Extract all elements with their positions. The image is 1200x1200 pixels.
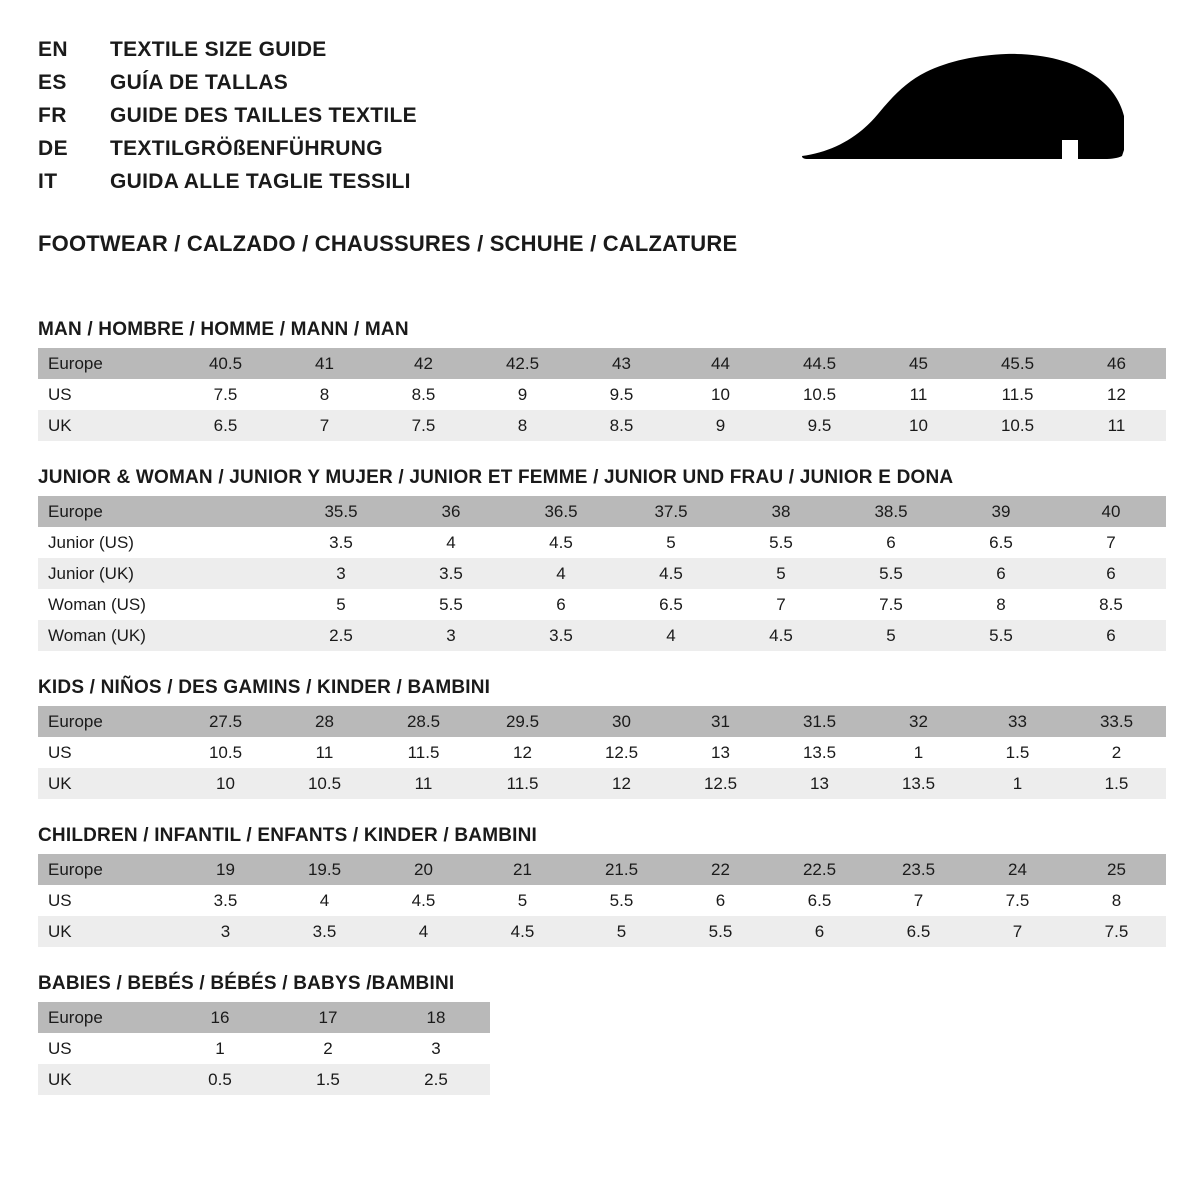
size-cell: 8.5 (1056, 589, 1166, 620)
size-cell: 7 (968, 916, 1067, 947)
size-cell: 10 (869, 410, 968, 441)
size-cell: 10 (176, 768, 275, 799)
table-row (38, 348, 1166, 379)
row-label: UK (38, 916, 176, 947)
table-row (38, 558, 1166, 589)
size-cell: 13.5 (770, 737, 869, 768)
table-row (38, 527, 1166, 558)
size-cell: 4.5 (473, 916, 572, 947)
size-cell (176, 496, 286, 527)
category-title: FOOTWEAR / CALZADO / CHAUSSURES / SCHUHE / CALZATURE (38, 231, 738, 256)
size-cell: 7 (726, 589, 836, 620)
row-label: US (38, 1033, 166, 1064)
size-cell: 2.5 (286, 620, 396, 651)
size-cell: 9 (473, 379, 572, 410)
size-cell: 6.5 (946, 527, 1056, 558)
size-cell: 8.5 (374, 379, 473, 410)
size-cell: 6 (946, 558, 1056, 589)
size-cell: 22 (671, 854, 770, 885)
size-cell: 30 (572, 706, 671, 737)
language-title: TEXTILGRÖßENFÜHRUNG (110, 137, 383, 160)
size-cell: 31.5 (770, 706, 869, 737)
size-cell: 12 (1067, 379, 1166, 410)
size-cell: 2 (274, 1033, 382, 1064)
size-cell: 11 (275, 737, 374, 768)
row-label: US (38, 379, 176, 410)
size-cell: 13.5 (869, 768, 968, 799)
row-label: Junior (US) (38, 527, 176, 558)
size-cell: 5 (473, 885, 572, 916)
language-row (38, 170, 417, 203)
size-cell: 45.5 (968, 348, 1067, 379)
table-row (38, 706, 1166, 737)
size-cell: 1 (869, 737, 968, 768)
size-cell: 10 (671, 379, 770, 410)
size-table (38, 1002, 490, 1095)
size-cell: 19.5 (275, 854, 374, 885)
size-cell: 12.5 (572, 737, 671, 768)
size-cell: 38.5 (836, 496, 946, 527)
size-cell: 38 (726, 496, 836, 527)
size-cell: 7.5 (968, 885, 1067, 916)
size-cell: 3.5 (176, 885, 275, 916)
size-cell: 46 (1067, 348, 1166, 379)
size-cell: 32 (869, 706, 968, 737)
size-cell: 3 (286, 558, 396, 589)
size-cell: 5 (286, 589, 396, 620)
table-row (38, 916, 1166, 947)
size-cell (176, 620, 286, 651)
row-label: Woman (US) (38, 589, 176, 620)
size-section (38, 973, 1162, 1095)
size-cell: 13 (671, 737, 770, 768)
size-cell: 21 (473, 854, 572, 885)
language-code: FR (38, 104, 67, 127)
row-label: Europe (38, 1002, 166, 1033)
size-section-title: KIDS / NIÑOS / DES GAMINS / KINDER / BAMBINI (38, 677, 491, 698)
size-cell: 8 (275, 379, 374, 410)
size-cell: 1.5 (968, 737, 1067, 768)
size-cell: 42.5 (473, 348, 572, 379)
size-cell: 6 (836, 527, 946, 558)
language-row (38, 71, 417, 104)
row-label: UK (38, 1064, 166, 1095)
size-cell: 24 (968, 854, 1067, 885)
size-cell: 12 (572, 768, 671, 799)
size-cell: 10.5 (770, 379, 869, 410)
size-cell: 31 (671, 706, 770, 737)
size-cell: 6 (506, 589, 616, 620)
size-cell: 17 (274, 1002, 382, 1033)
size-cell: 5 (572, 916, 671, 947)
language-title: GUÍA DE TALLAS (110, 71, 289, 94)
language-code: ES (38, 71, 67, 94)
table-row (38, 1033, 490, 1064)
size-cell: 3 (176, 916, 275, 947)
size-cell: 43 (572, 348, 671, 379)
size-section (38, 467, 1162, 651)
size-cell: 5.5 (726, 527, 836, 558)
language-title: GUIDE DES TAILLES TEXTILE (110, 104, 417, 127)
size-cell: 28 (275, 706, 374, 737)
size-cell: 27.5 (176, 706, 275, 737)
size-cell: 1 (968, 768, 1067, 799)
size-cell: 25 (1067, 854, 1166, 885)
size-cell (176, 589, 286, 620)
size-cell: 12.5 (671, 768, 770, 799)
language-row (38, 137, 417, 170)
size-cell: 4 (396, 527, 506, 558)
size-cell: 10.5 (275, 768, 374, 799)
size-cell: 11 (374, 768, 473, 799)
size-cell: 0.5 (166, 1064, 274, 1095)
size-cell: 4 (275, 885, 374, 916)
size-cell: 6 (1056, 620, 1166, 651)
size-section-title: CHILDREN / INFANTIL / ENFANTS / KINDER / BAMBINI (38, 825, 538, 846)
size-cell: 7 (869, 885, 968, 916)
row-label: Europe (38, 706, 176, 737)
page-header (38, 30, 1162, 203)
size-cell: 7 (275, 410, 374, 441)
row-label: Europe (38, 496, 176, 527)
table-row (38, 1002, 490, 1033)
table-row (38, 410, 1166, 441)
size-cell: 4.5 (506, 527, 616, 558)
size-cell: 33 (968, 706, 1067, 737)
size-cell: 23.5 (869, 854, 968, 885)
size-cell: 11 (1067, 410, 1166, 441)
language-title: TEXTILE SIZE GUIDE (110, 38, 327, 61)
row-label: Junior (UK) (38, 558, 176, 589)
size-cell: 11 (869, 379, 968, 410)
size-cell: 22.5 (770, 854, 869, 885)
table-row (38, 768, 1166, 799)
table-row (38, 496, 1166, 527)
size-cell: 3 (382, 1033, 490, 1064)
size-cell: 13 (770, 768, 869, 799)
size-section (38, 319, 1162, 441)
language-row (38, 104, 417, 137)
size-cell: 29.5 (473, 706, 572, 737)
size-cell: 1 (166, 1033, 274, 1064)
size-cell: 4 (374, 916, 473, 947)
size-cell: 33.5 (1067, 706, 1166, 737)
size-cell: 9 (671, 410, 770, 441)
size-cell: 8 (1067, 885, 1166, 916)
row-label: Woman (UK) (38, 620, 176, 651)
size-cell: 3.5 (275, 916, 374, 947)
size-cell: 37.5 (616, 496, 726, 527)
dress-shoe-icon (782, 30, 1162, 182)
size-cell: 7.5 (176, 379, 275, 410)
size-cell: 39 (946, 496, 1056, 527)
size-cell: 5.5 (396, 589, 506, 620)
size-cell: 6 (770, 916, 869, 947)
size-cell: 7.5 (836, 589, 946, 620)
size-table (38, 496, 1166, 651)
size-cell: 5.5 (572, 885, 671, 916)
size-cell (176, 558, 286, 589)
size-cell: 1.5 (274, 1064, 382, 1095)
size-cell: 20 (374, 854, 473, 885)
size-cell: 11.5 (374, 737, 473, 768)
size-cell: 35.5 (286, 496, 396, 527)
size-cell: 18 (382, 1002, 490, 1033)
size-cell: 6 (671, 885, 770, 916)
size-cell: 1.5 (1067, 768, 1166, 799)
size-cell: 5.5 (836, 558, 946, 589)
size-cell: 10.5 (176, 737, 275, 768)
size-cell: 9.5 (770, 410, 869, 441)
size-cell: 11.5 (968, 379, 1067, 410)
size-cell (176, 527, 286, 558)
size-cell: 42 (374, 348, 473, 379)
size-cell: 6.5 (616, 589, 726, 620)
size-cell: 5 (726, 558, 836, 589)
size-tables (38, 319, 1162, 1095)
size-cell: 5 (616, 527, 726, 558)
size-cell: 40.5 (176, 348, 275, 379)
size-cell: 12 (473, 737, 572, 768)
size-cell: 7 (1056, 527, 1166, 558)
size-cell: 19 (176, 854, 275, 885)
language-title: GUIDA ALLE TAGLIE TESSILI (110, 170, 411, 193)
size-cell: 5.5 (946, 620, 1056, 651)
size-cell: 7.5 (1067, 916, 1166, 947)
size-cell: 9.5 (572, 379, 671, 410)
table-row (38, 854, 1166, 885)
language-row (38, 38, 417, 71)
table-row (38, 589, 1166, 620)
table-row (38, 737, 1166, 768)
row-label: Europe (38, 348, 176, 379)
size-section-title: MAN / HOMBRE / HOMME / MANN / MAN (38, 319, 409, 340)
size-cell: 44.5 (770, 348, 869, 379)
table-row (38, 885, 1166, 916)
size-cell: 3.5 (506, 620, 616, 651)
size-cell: 21.5 (572, 854, 671, 885)
size-cell: 5 (836, 620, 946, 651)
size-table (38, 348, 1166, 441)
language-code: IT (38, 170, 58, 193)
size-cell: 8 (946, 589, 1056, 620)
size-cell: 3.5 (396, 558, 506, 589)
size-cell: 40 (1056, 496, 1166, 527)
size-cell: 2 (1067, 737, 1166, 768)
size-cell: 36 (396, 496, 506, 527)
size-cell: 8.5 (572, 410, 671, 441)
size-cell: 4 (506, 558, 616, 589)
size-cell: 10.5 (968, 410, 1067, 441)
size-cell: 4.5 (374, 885, 473, 916)
row-label: US (38, 737, 176, 768)
table-row (38, 1064, 490, 1095)
row-label: UK (38, 768, 176, 799)
row-label: UK (38, 410, 176, 441)
size-cell: 7.5 (374, 410, 473, 441)
size-section (38, 825, 1162, 947)
size-cell: 2.5 (382, 1064, 490, 1095)
size-cell: 11.5 (473, 768, 572, 799)
size-section (38, 677, 1162, 799)
size-cell: 44 (671, 348, 770, 379)
table-row (38, 379, 1166, 410)
size-table (38, 854, 1166, 947)
size-cell: 4 (616, 620, 726, 651)
size-cell: 8 (473, 410, 572, 441)
size-cell: 3 (396, 620, 506, 651)
size-cell: 28.5 (374, 706, 473, 737)
row-label: Europe (38, 854, 176, 885)
size-cell: 6.5 (176, 410, 275, 441)
size-section-title: BABIES / BEBÉS / BÉBÉS / BABYS /BAMBINI (38, 973, 455, 994)
size-cell: 36.5 (506, 496, 616, 527)
language-list (38, 30, 417, 203)
size-cell: 41 (275, 348, 374, 379)
language-code: EN (38, 38, 68, 61)
language-code: DE (38, 137, 68, 160)
size-cell: 6 (1056, 558, 1166, 589)
size-table (38, 706, 1166, 799)
size-cell: 6.5 (770, 885, 869, 916)
size-section-title: JUNIOR & WOMAN / JUNIOR Y MUJER / JUNIOR ET FEMME / JUNIOR UND FRAU / JUNIOR E DONA (38, 467, 954, 488)
row-label: US (38, 885, 176, 916)
size-cell: 16 (166, 1002, 274, 1033)
size-cell: 45 (869, 348, 968, 379)
size-cell: 5.5 (671, 916, 770, 947)
size-cell: 3.5 (286, 527, 396, 558)
table-row (38, 620, 1166, 651)
size-cell: 4.5 (616, 558, 726, 589)
size-cell: 6.5 (869, 916, 968, 947)
size-cell: 4.5 (726, 620, 836, 651)
